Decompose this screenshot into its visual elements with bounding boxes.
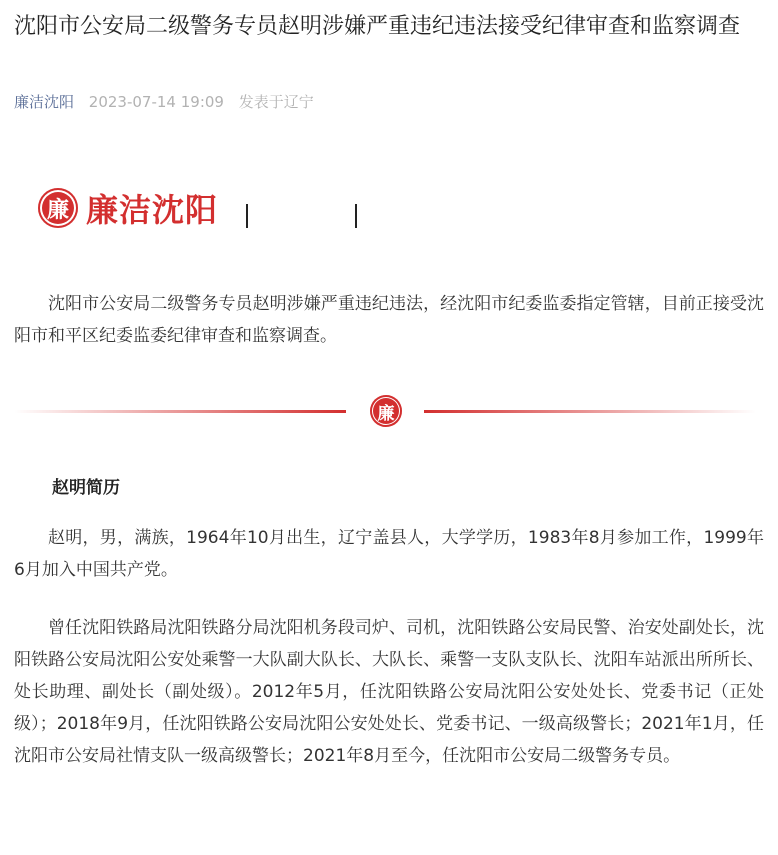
logo-divider-bar [355, 204, 357, 228]
article-title: 沈阳市公安局二级警务专员赵明涉嫌严重违纪违法接受纪律审查和监察调查 [14, 14, 741, 39]
divider-line-left [14, 410, 346, 413]
career-paragraph: 曾任沈阳铁路局沈阳铁路分局沈阳机务段司炉、司机，沈阳铁路公安局民警、治安处副处长，沈阳铁路公安局沈阳公安处乘警一大队副大队长、大队长、乘警一支队支队长、沈阳车站派出所所长、处长助理、副处长（副处级）。2012年5月，任沈阳铁路公安局沈阳公安处处长、党委书记（正处级）；2018年9月，任沈阳铁路公安局沈阳公安处处长、党委书记、一级高级警长；2021年1月，任沈阳市公安局社情支队一级高级警长；2021年8月至今，任沈阳市公安局二级警务专员。 [14, 618, 764, 766]
bio-paragraph: 赵明，男，满族，1964年10月出生，辽宁盖县人，大学学历，1983年8月参加工作，1999年6月加入中国共产党。 [14, 528, 764, 580]
brand-logo [38, 180, 218, 236]
divider-line-right [424, 410, 756, 413]
section-divider [14, 393, 764, 429]
resume-heading: 赵明简历 [52, 478, 120, 498]
divider-seal-icon: 廉 [370, 395, 402, 427]
publish-location: 发表于辽宁 [238, 93, 314, 111]
account-name-link[interactable]: 廉洁沈阳 [14, 93, 75, 111]
article-meta [14, 92, 314, 112]
logo-text: 廉洁沈阳 [86, 191, 219, 229]
intro-paragraph: 沈阳市公安局二级警务专员赵明涉嫌严重违纪违法，经沈阳市纪委监委指定管辖，目前正接受沈阳市和平区纪委监委纪律审查和监察调查。 [14, 294, 764, 346]
publish-time: 2023-07-14 19:09 [88, 93, 224, 111]
logo-seal-icon: 廉 [38, 188, 78, 228]
logo-divider-bar [246, 204, 248, 228]
